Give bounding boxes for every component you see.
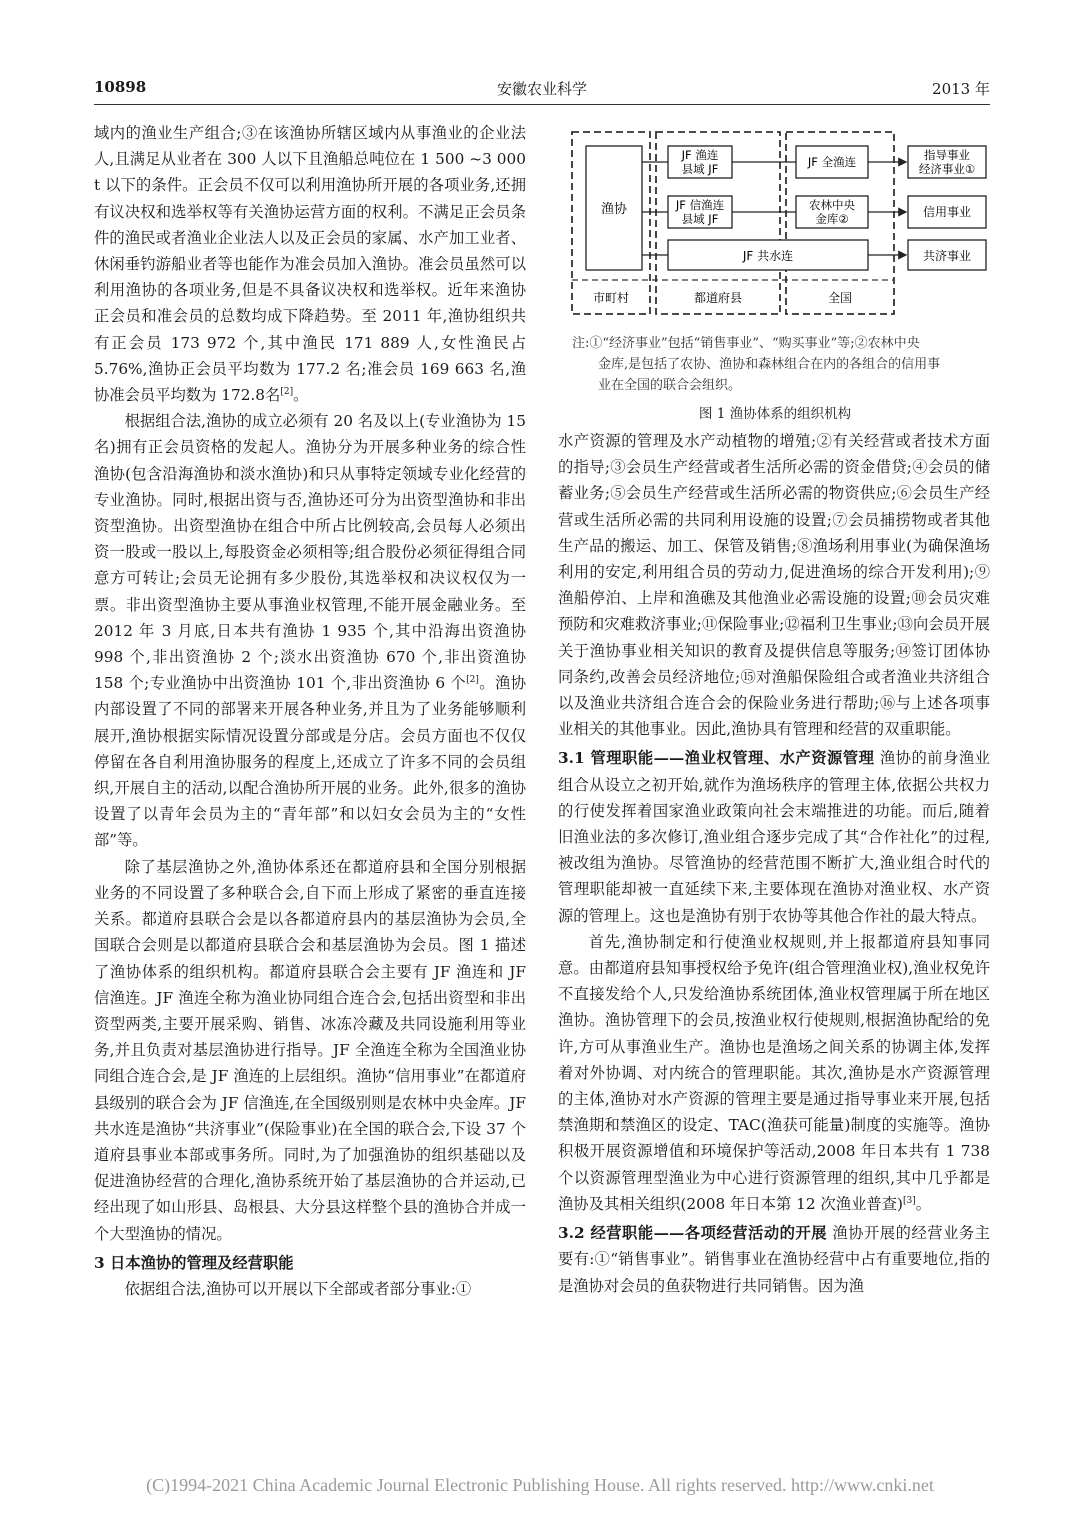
journal-title: 安徽农业科学 [496, 80, 587, 98]
citation[interactable]: [2] [280, 386, 294, 397]
subsection-heading: 3.1 管理职能——渔业权管理、水产资源管理 [558, 749, 875, 768]
section-heading: 3 日本渔协的管理及经营职能 [94, 1253, 294, 1272]
box-gyokyo-label: 渔协 [600, 202, 628, 217]
box-jf-shingyoren-line2: 县域 JF [681, 212, 719, 226]
paragraph: 首先,渔协制定和行使渔业权规则,并上报都道府县知事同意。由都道府县知事授权给予免许(组合管理渔业权),渔业权免许不直接发给个人,只发给渔协系统团体,渔业权管理属于所在地区渔协。渔协管理下的会员,按渔业权行使规则,根据渔协配给的免许,方可从事渔业生产。渔协也是渔场之间关系的协调主体,发挥着对外协调、对内统合的管理职能。其次,渔协是水产资源管理的主体,渔协对水产资源的管理主要是通过指导事业来开展,包括禁渔期和禁渔区的设定、TAC(渔获可能量)制度的实施等。渔协积极开展资源增值和环境保护等活动,2008 年日本共有 1 738 个以资源管理型渔业为中心进行资源管理的组织,其中几乎都是渔协及其相关组织(2008 年日本第 12 次渔业普查)[3]。 [558, 932, 990, 1213]
figure-note-line: 注:①“经济事业”包括“销售事业”、“购买事业”等;②农林中央 [572, 336, 920, 351]
paragraph: 依据组合法,渔协可以开展以下全部或者部分事业:① [124, 1279, 472, 1298]
level-label-prefecture: 都道府县 [693, 291, 743, 305]
figure-note-line: 业在全国的联合会组织。 [598, 378, 742, 393]
box-norinchukin-line2: 金库② [815, 212, 849, 226]
box-shinyou-label: 信用事业 [922, 205, 972, 219]
right-column [558, 428, 990, 1299]
paragraph: 根据组合法,渔协的成立必须有 20 名及以上(专业渔协为 15 名)拥有正会员资格的发起人。渔协分为开展多种业务的综合性渔协(包含沿海渔协和淡水渔协)和只从事特定领域专业化经营的专业渔协。同时,根据出资与否,渔协还可分为出资型渔协和非出资型渔协。出资型渔协在组合中所占比例较高,会员每人必须出资一股或一股以上,每股资金必须相等;组合股份必须征得组合同意方可转让;会员无论拥有多少股份,其选举权和决议权仅为一票。非出资型渔协主要从事渔业权管理,不能开展金融业务。至 2012 年 3 月底,日本共有渔协 1 935 个,其中沿海出资渔协 998 个,非出资渔协 2 个;淡水出资渔协 670 个,非出资渔协 158 个;专业渔协中出资渔协 101 个,非出资渔协 6 个[2]。渔协内部设置了不同的部署来开展各种业务,并且为了业务能够顺利展开,渔协根据实际情况设置分部或是分店。会员方面也不仅仅停留在各自利用渔协服务的程度上,还成立了许多不同的会员组织,开展自主的活动,以配合渔协所开展的业务。此外,很多的渔协设置了以青年会员为主的“青年部”和以妇女会员为主的“女性部”等。 [94, 412, 526, 850]
figure-caption: 图 1 渔协体系的组织机构 [698, 406, 852, 422]
subsection: 3.2 经营职能——各项经营活动的开展 渔协开展的经营业务主要有:①“销售事业”。销售事业在渔协经营中占有重要地位,指的是渔协对会员的鱼获物进行共同销售。因为渔 [558, 1224, 990, 1295]
left-column [94, 120, 526, 1302]
box-shidou-line1: 指导事业 [924, 148, 970, 162]
org-diagram [560, 128, 990, 318]
page-header [94, 78, 990, 102]
box-jf-gyoren-line2: 县域 JF [681, 162, 719, 176]
paragraph: 水产资源的管理及水产动植物的增殖;②有关经营或者技术方面的指导;③会员生产经营或者生活所必需的资金借贷;④会员的储蓄业务;⑤会员生产经营或生活所必需的物资供应;⑥会员生产经营或生活所必需的共同利用设施的设置;⑦会员捕捞物或者其他生产品的搬运、加工、保管及销售;⑧渔场利用事业(为确保渔场利用的安定,利用组合员的劳动力,促进渔场的综合开发利用);⑨渔船停泊、上岸和渔礁及其他渔业必需设施的设置;⑩会员灾难预防和灾难救济事业;⑪保险事业;⑫福利卫生事业;⑬向会员开展关于渔协事业相关知识的教育及提供信息等服务;⑭签订团体协同条约,改善会员经济地位;⑮对渔船保险组合或者渔业共济组合以及渔业共济组合连合会的保险业务进行帮助;⑯与上述各项事业相关的其他事业。因此,渔协具有管理和经营的双重职能。 [558, 432, 990, 739]
box-jf-zengyoren-label: JF 全渔连 [807, 155, 857, 169]
figure-note-line: 金库,是包括了农协、渔协和森林组合在内的各组合的信用事 [598, 357, 941, 372]
subsection: 3.1 管理职能——渔业权管理、水产资源管理 渔协的前身渔业组合从设立之初开始,就作为渔场秩序的管理主体,依据公共权力的行使发挥着国家渔业政策向社会末端推进的功能。而后,随着旧渔业法的多次修订,渔业组合逐步完成了其“合作社化”的过程,被改组为渔协。尽管渔协的经营范围不断扩大,渔业组合时代的管理职能却被一直延续下来,主要体现在渔协对渔业权、水产资源的管理上。这也是渔协有别于农协等其他合作社的最大特点。 [558, 749, 990, 925]
level-label-national: 全国 [827, 291, 853, 305]
paragraph: 域内的渔业生产组合;③在该渔协所辖区域内从事渔业的企业法人,且满足从业者在 300 人以下且渔船总吨位在 1 500 ~3 000 t 以下的条件。正会员不仅可以利用渔协所开展的各项业务,还拥有议决权和选举权等有关渔协运营方面的权利。不满足正会员条件的渔民或者渔业企业法人以及正会员的家属、水产加工业者、休闲垂钓游船业者等也能作为准会员加入渔协。准会员虽然可以利用渔协的各项业务,但是不具备议决权和选举权。近年来渔协正会员和准会员的总数均成下降趋势。至 2011 年,渔协组织共有正会员 173 972 个,其中渔民 171 889 人,女性渔民占 5.76%,渔协正会员平均数为 177.2 名;准会员 169 663 名,渔协准会员平均数为 172.8名[2]。 [94, 124, 526, 405]
level-label-municipal: 市町村 [592, 291, 630, 305]
figure-1 [560, 128, 990, 318]
box-norinchukin-line1: 农林中央 [809, 198, 855, 212]
header-rule [94, 104, 990, 105]
subsection-heading: 3.2 经营职能——各项经营活动的开展 [558, 1224, 828, 1243]
publication-year: 2013 年 [932, 80, 990, 98]
page-number: 10898 [94, 78, 147, 96]
figure-notes [572, 333, 982, 396]
box-jf-shingyoren-line1: JF 信渔连 [675, 198, 725, 212]
citation[interactable]: [3] [902, 1195, 916, 1206]
box-shidou-line2: 经济事业① [918, 162, 976, 176]
citation[interactable]: [2] [466, 675, 479, 686]
copyright-footer: (C)1994-2021 China Academic Journal Electronic Publishing House. All rights reserved. http://www.cnki.net [146, 1475, 934, 1495]
paragraph: 除了基层渔协之外,渔协体系还在都道府县和全国分别根据业务的不同设置了多种联合会,自下而上形成了紧密的垂直连接关系。都道府县联合会是以各都道府县内的基层渔协为会员,全国联合会则是以都道府县联合会和基层渔协为会员。图 1 描述了渔协体系的组织机构。都道府县联合会主要有 JF 渔连和 JF 信渔连。JF 渔连全称为渔业协同组合连合会,包括出资型和非出资型两类,主要开展采购、销售、冰冻冷藏及共同设施利用等业务,并且负责对基层渔协进行指导。JF 全渔连全称为全国渔业协同组合连合会,是 JF 渔连的上层组织。渔协“信用事业”在都道府县级别的联合会为 JF 信渔连,在全国级别则是农林中央金库。JF 共水连是渔协“共济事业”(保险事业)在全国的联合会,下设 37 个道府县事业本部或事务所。同时,为了加强渔协的组织基础以及促进渔协经营的合理化,渔协系统开始了基层渔协的合并运动,已经出现了如山形县、岛根县、大分县这样整个县的渔协合并成一个大型渔协的情况。 [94, 857, 526, 1243]
box-kyosai-label: 共济事业 [922, 249, 972, 263]
box-jf-gyoren-line1: JF 渔连 [681, 148, 719, 162]
box-jf-kyosuiren-label: JF 共水连 [742, 249, 794, 263]
